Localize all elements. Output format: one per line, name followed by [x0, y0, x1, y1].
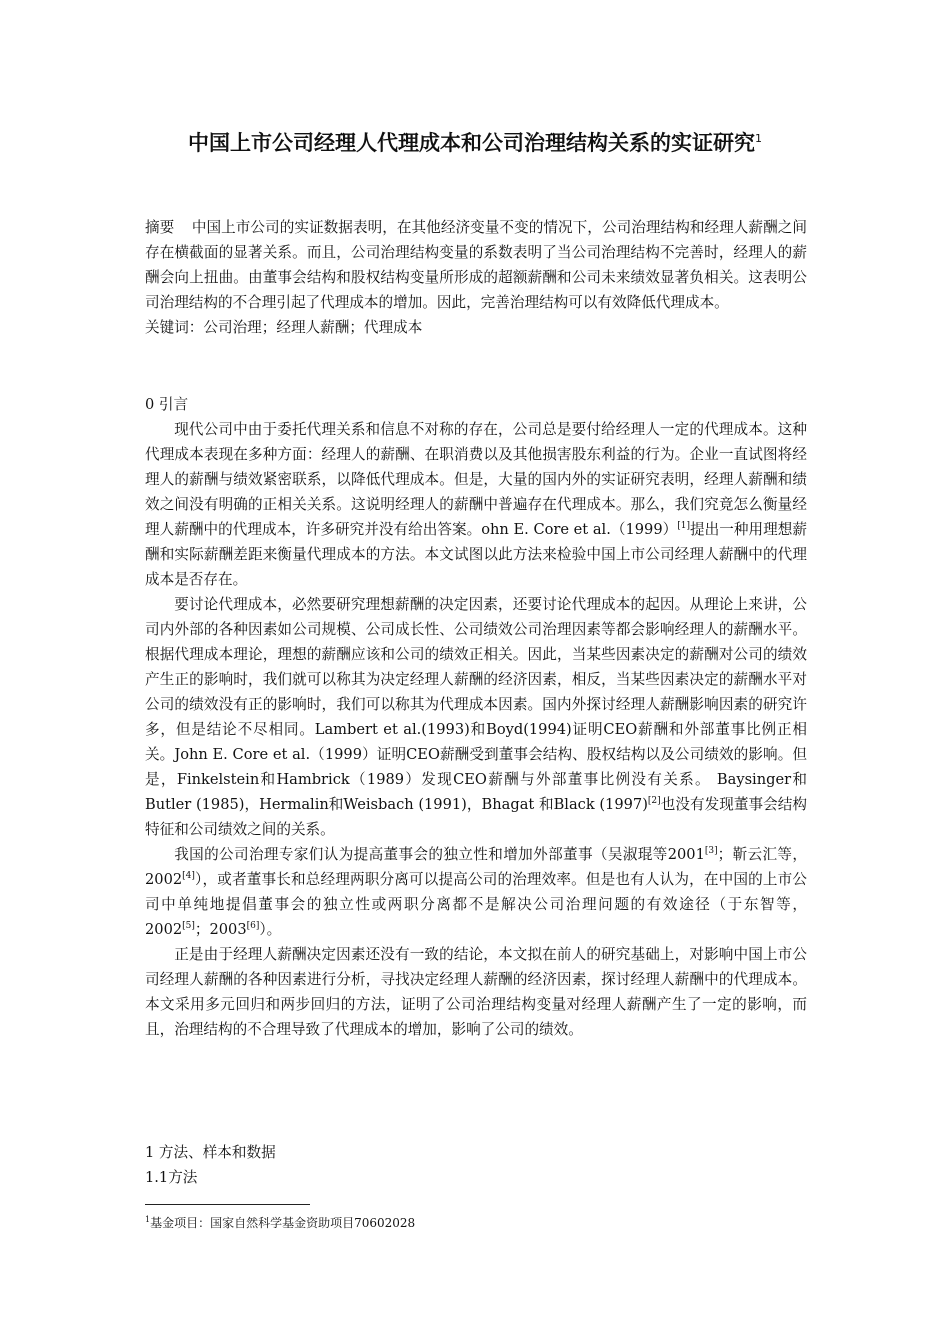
- citation-ref-4: [4]: [182, 871, 195, 882]
- citation-ref-5: [5]: [182, 921, 195, 932]
- intro-p1-text-a: 现代公司中由于委托代理关系和信息不对称的存在，公司总是要付给经理人一定的代理成本。这种代理成本表现在多种方面：经理人的薪酬、在职消费以及其他损害股东利益的行为。企业一直试图将经理人的薪酬与绩效紧密联系，以降低代理成本。但是，大量的国内外的实证研究表明，经理人薪酬和绩效之间没有明确的正相关关系。这说明经理人的薪酬中普遍存在代理成本。那么，我们究竟怎么衡量经理人薪酬中的代理成本，许多研究并没有给出答案。ohn E. Core et al.（1999）: [145, 421, 807, 538]
- intro-p3-text-b: ；靳云汇等，2002: [145, 846, 807, 888]
- intro-p2-text-b: 也没有发现董事会结构特征和公司绩效之间的关系。: [145, 796, 807, 838]
- citation-ref-6: [6]: [246, 921, 260, 932]
- citation-ref-1: [1]: [677, 521, 691, 532]
- subsection-1-1-heading: 1.1方法: [145, 1169, 198, 1186]
- intro-paragraph-4: 正是由于经理人薪酬决定因素还没有一致的结论，本文拟在前人的研究基础上，对影响中国上市公司经理人薪酬的各种因素进行分析，寻找决定经理人薪酬的经济因素，探讨经理人薪酬中的代理成本。本文采用多元回归和两步回归的方法，证明了公司治理结构变量对经理人薪酬产生了一定的影响，而且，治理结构的不合理导致了代理成本的增加，影响了公司的绩效。: [145, 946, 807, 1038]
- footnote-text: 基金项目：国家自然科学基金资助项目70602028: [150, 1216, 416, 1230]
- paper-title-text: 中国上市公司经理人代理成本和公司治理结构关系的实证研究: [188, 131, 755, 155]
- intro-p2-text-a: 要讨论代理成本，必然要研究理想薪酬的决定因素，还要讨论代理成本的起因。从理论上来讲，公司内外部的各种因素如公司规模、公司成长性、公司绩效公司治理因素等都会影响经理人的薪酬水平。根据代理成本理论，理想的薪酬应该和公司的绩效正相关。因此，当某些因素决定的薪酬对公司的绩效产生正的影响时，我们就可以称其为决定经理人薪酬的经济因素，相反，当某些因素决定的薪酬水平对公司的绩效没有正的影响时，我们可以称其为代理成本因素。国内外探讨经理人薪酬影响因素的研究许多，但是结论不尽相同。Lambert et al.(1993)和Boyd(1994)证明CEO薪酬和外部董事比例正相关。John E. Core et al.（1999）证明CEO薪酬受到董事会结构、股权结构以及公司绩效的影响。但是，Finkelstein和Hambrick（1989）发现CEO薪酬与外部董事比例没有关系。 Baysinger和Butler (1985)，Hermalin和Weisbach (1991)，Bhagat 和Black (1997): [145, 596, 807, 813]
- abstract-text: 中国上市公司的实证数据表明，在其他经济变量不变的情况下，公司治理结构和经理人薪酬之间存在横截面的显著关系。而且，公司治理结构变量的系数表明了当公司治理结构不完善时，经理人的薪酬会向上扭曲。由董事会结构和股权结构变量所形成的超额薪酬和公司未来绩效显著负相关。这表明公司治理结构的不合理引起了代理成本的增加。因此，完善治理结构可以有效降低代理成本。: [145, 219, 807, 311]
- intro-p3-text-e: ）。: [259, 921, 282, 938]
- footnote-mark: 1: [145, 1215, 151, 1224]
- intro-p3-text-a: 我国的公司治理专家们认为提高董事会的独立性和增加外部董事（吴淑琨等2001: [174, 846, 705, 863]
- intro-p1-text-b: 提出一种用理想薪酬和实际薪酬差距来衡量代理成本的方法。本文试图以此方法来检验中国上市公司经理人薪酬中的代理成本是否存在。: [145, 521, 807, 588]
- abstract-label: 摘要: [145, 219, 175, 236]
- footnote: [145, 1211, 745, 1232]
- intro-paragraph-2: [145, 592, 807, 842]
- abstract-paragraph: [145, 215, 807, 315]
- intro-heading: 0 引言: [145, 396, 189, 413]
- paper-title: [0, 124, 950, 158]
- footnote-divider: [145, 1204, 310, 1205]
- intro-paragraph-1: [145, 417, 807, 592]
- intro-p3-text-d: ；2003: [194, 921, 247, 938]
- keywords-line: 关键词：公司治理；经理人薪酬；代理成本: [145, 319, 423, 336]
- methods-section: [145, 1140, 807, 1190]
- section-1-heading: 1 方法、样本和数据: [145, 1144, 276, 1161]
- title-footnote-mark: 1: [755, 132, 762, 145]
- introduction-section: [145, 392, 807, 1042]
- citation-ref-3: [3]: [704, 846, 718, 857]
- intro-p3-text-c: ），或者董事长和总经理两职分离可以提高公司的治理效率。但是也有人认为，在中国的上市公司中单纯地提倡董事会的独立性或两职分离都不是解决公司治理问题的有效途径（于东智等，2002: [145, 871, 807, 938]
- citation-ref-2: [2]: [647, 796, 661, 807]
- abstract-section: [145, 215, 807, 340]
- intro-paragraph-3: [145, 842, 807, 942]
